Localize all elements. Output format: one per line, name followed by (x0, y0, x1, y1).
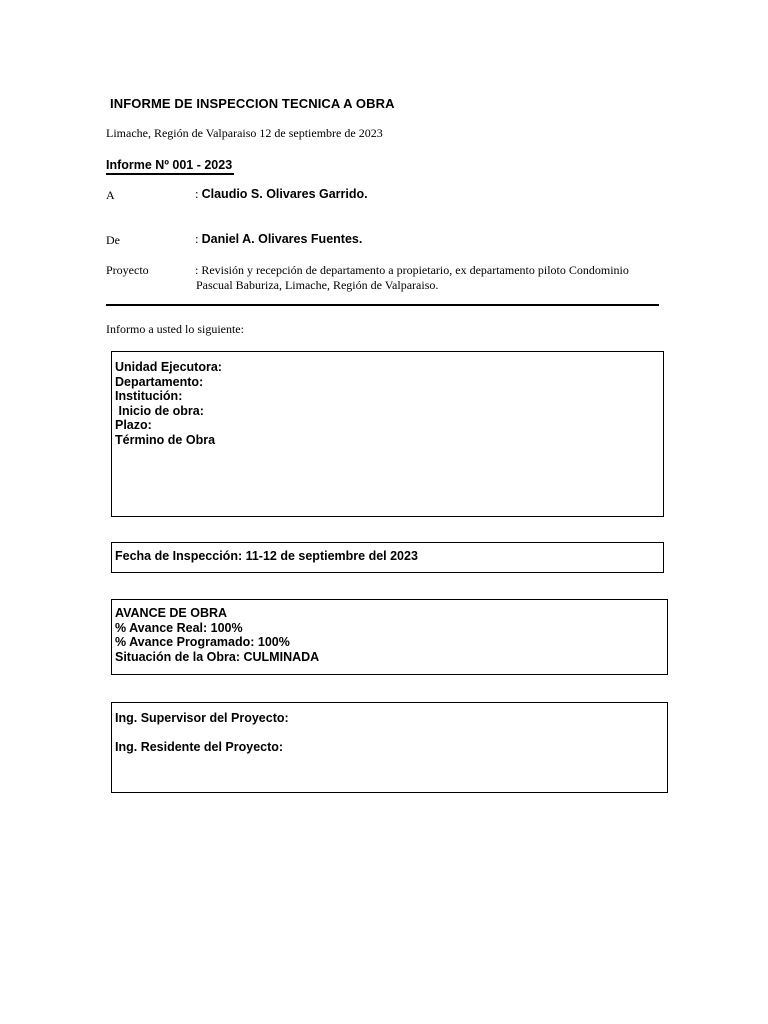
progress-box (111, 599, 668, 675)
end-label: Término de Obra (115, 432, 216, 447)
progress-heading: AVANCE DE OBRA (115, 606, 228, 620)
progress-planned: % Avance Programado: 100% (115, 635, 290, 650)
from-colon: : (195, 232, 202, 246)
term-label: Plazo: (115, 418, 152, 433)
personnel-box (111, 702, 668, 793)
place-date: Limache, Región de Valparaiso 12 de septiembre de 2023 (106, 126, 383, 140)
spacer (115, 726, 667, 740)
horizontal-rule (106, 304, 659, 306)
to-colon: : (195, 187, 202, 201)
project-value-line2: Pascual Baburiza, Limache, Región de Valparaiso. (196, 278, 439, 292)
from-value (195, 232, 362, 247)
supervisor-label: Ing. Supervisor del Proyecto: (115, 711, 289, 725)
to-value (195, 187, 368, 202)
to-label: A (106, 188, 115, 202)
to-name: Claudio S. Olivares Garrido. (201, 187, 368, 201)
report-title: INFORME DE INSPECCION TECNICA A OBRA (110, 96, 395, 111)
institution-label: Institución: (115, 389, 183, 404)
from-name: Daniel A. Olivares Fuentes. (201, 232, 363, 246)
project-value-line1: : Revisión y recepción de departamento a propietario, ex departamento piloto Condominio (195, 263, 629, 277)
work-details-box (111, 351, 664, 517)
report-number: Informe Nº 001 - 2023 (106, 158, 234, 175)
intro-text: Informo a usted lo siguiente: (106, 322, 244, 336)
executing-unit-label: Unidad Ejecutora: (115, 360, 222, 374)
progress-status: Situación de la Obra: CULMINADA (115, 649, 320, 664)
inspection-date: Fecha de Inspección: 11-12 de septiembre del 2023 (115, 549, 418, 563)
start-label: Inicio de obra: (115, 403, 204, 418)
department-label: Departamento: (115, 374, 204, 389)
inspection-date-box (111, 542, 664, 573)
resident-label: Ing. Residente del Proyecto: (115, 739, 284, 754)
from-label: De (106, 233, 120, 247)
progress-real: % Avance Real: 100% (115, 620, 243, 635)
project-label: Proyecto (106, 263, 149, 277)
